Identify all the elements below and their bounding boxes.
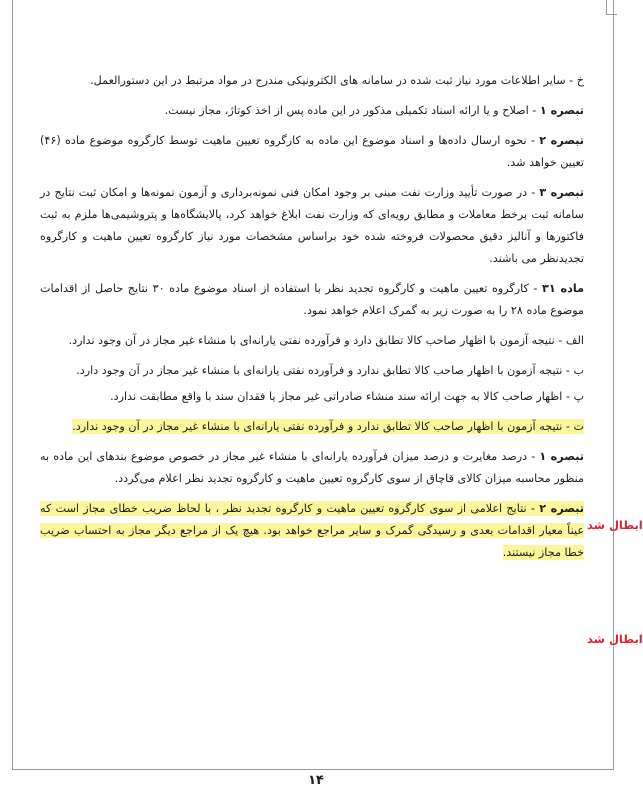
paragraph-label: تبصره ۳ bbox=[539, 186, 585, 199]
paragraph-note-1b bbox=[40, 446, 584, 490]
paragraph-text: خ - سایر اطلاعات مورد نیاز ثبت شده در سامانه های الکترونیکی مندرج در مواد مرتبط در این دستورالعمل. bbox=[90, 74, 584, 87]
highlighted-text: ت - نتیجه آزمون با اظهار صاحب کالا تطابق ندارد و فرآورده نفتی یارانه‌ای با منشاء غیر مجاز در آن وجود ندارد. bbox=[72, 420, 584, 433]
annotation-revoked-1: ابطال شد bbox=[587, 518, 643, 532]
paragraph-text: - نحوه ارسال داده‌ها و اسناد موضوع این ماده به کارگروه تعیین ماهیت توسط کارگروه موضوع ماده (۴۶) تعیین خواهد شد. bbox=[40, 134, 584, 169]
paragraph-kh bbox=[40, 70, 584, 92]
paragraph-note-1 bbox=[40, 100, 584, 122]
paragraph-label: تبصره ۲ bbox=[539, 502, 584, 515]
paragraph-label: ماده ۳۱ bbox=[541, 282, 585, 295]
document-body bbox=[40, 70, 584, 572]
paragraph-note-3 bbox=[40, 182, 584, 270]
paragraph-label: تبصره ۱ bbox=[539, 450, 585, 463]
paragraph-text: پ - اظهار صاحب کالا به جهت ارائه سند منشاء صادراتی غیر مجاز یا فقدان سند با واقع مطابقت ندارد. bbox=[110, 390, 584, 403]
paragraph-text: الف - نتیجه آزمون با اظهار صاحب کالا تطابق دارد و فرآورده نفتی یارانه‌ای با منشاء غیر مجاز در آن وجود ندارد. bbox=[68, 334, 584, 347]
annotation-revoked-2: ابطال شد bbox=[587, 632, 643, 646]
paragraph-text: - کارگروه تعیین ماهیت و کارگروه تجدید نظر با استفاده از اسناد موضوع ماده ۳۰ نتایج حاصل از اقدامات موضوع ماده ۲۸ را به صورت زیر به گمرک اعلام خواهد نمود. bbox=[40, 282, 584, 317]
paragraph-text: ب - نتیجه آزمون با اظهار صاحب کالا تطابق ندارد و فرآورده نفتی یارانه‌ای با منشاء غیر مجاز در آن وجود دارد. bbox=[76, 364, 584, 377]
page-corner-mark bbox=[606, 0, 617, 15]
paragraph-alef bbox=[40, 330, 584, 352]
paragraph-text: - درصد مغایرت و درصد میزان فرآورده یارانه‌ای با منشاء غیر مجاز در خصوص موضوع بندهای این ماده به منظور محاسبه میزان کالای قاچاق از سوی کارگروه تعیین ماهیت و کارگروه تجدید نظر اعلام می‌گردد. bbox=[40, 450, 584, 485]
paragraph-label: تبصره ۱ bbox=[539, 104, 584, 117]
paragraph-be bbox=[40, 360, 584, 382]
paragraph-te-highlighted bbox=[40, 416, 584, 438]
highlighted-text: - نتایج اعلامی از سوی کارگروه تعیین ماهیت و کارگروه تجدید نظر ، با لحاظ ضریب خطای مجاز است که عیناً معیار اقدامات بعدی و رسیدگی گمرک و سایر مراجع خواهد بود. هیچ یک از مراجع دیگر مجاز به احتساب ضریب خطا مجاز نیستند. bbox=[40, 502, 584, 559]
paragraph-text: - اصلاح و یا ارائه اسناد تکمیلی مذکور در این ماده پس از اخذ کوتاژ، مجاز نیست. bbox=[164, 104, 540, 117]
paragraph-note-2b-highlighted bbox=[40, 498, 584, 564]
paragraph-note-2 bbox=[40, 130, 584, 174]
paragraph-text: - در صورت تأیید وزارت نفت مبنی بر وجود امکان فنی نمونه‌برداری و آزمون نمونه‌ها و امکان ثبت نتایج در سامانه ثبت برخط معاملات و مطابق رویه‌ای که وزارت نفت ابلاغ خواهد کرد، پالایشگاه‌ها و پتروشیمی‌ها ملزم به ثبت فاکتورها و آنالیز دقیق محصولات فروخته شده خود براساس مشخصات مورد نیاز کارگروه تعیین ماهیت و کارگروه تجدیدنظر می باشند. bbox=[40, 186, 584, 265]
paragraph-pe bbox=[40, 386, 584, 408]
paragraph-article-31 bbox=[40, 278, 584, 322]
paragraph-label: تبصره ۲ bbox=[539, 134, 585, 147]
page-number: ۱۴ bbox=[308, 773, 324, 788]
